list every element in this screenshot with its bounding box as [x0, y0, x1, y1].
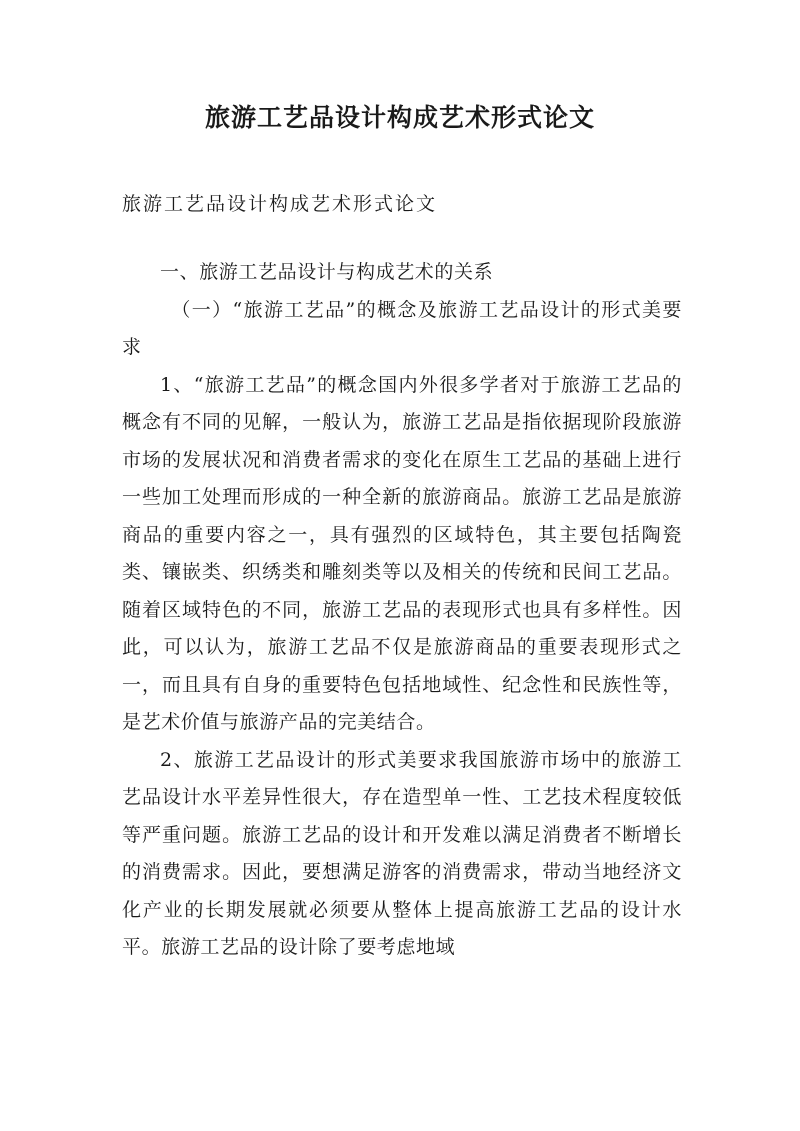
document-title: 旅游工艺品设计构成艺术形式论文	[204, 103, 595, 132]
paragraph-design-requirements: 2、旅游工艺品设计的形式美要求我国旅游市场中的旅游工艺品设计水平差异性很大，存在造型单一性、工艺技术程度较低等严重问题。旅游工艺品的设计和开发难以满足消费者不断增长的消费需求。因此，要想满足游客的消费需求，带动当地经济文化产业的长期发展就必须要从整体上提高旅游工艺品的设计水平。旅游工艺品的设计除了要考虑地域	[122, 748, 682, 958]
document-body	[122, 254, 682, 967]
paragraph-concept: 1、“旅游工艺品”的概念国内外很多学者对于旅游工艺品的概念有不同的见解，一般认为，旅游工艺品是指依据现阶段旅游市场的发展状况和消费者需求的变化在原生工艺品的基础上进行一些加工处理而形成的一种全新的旅游商品。旅游工艺品是旅游商品的重要内容之一，具有强烈的区域特色，其主要包括陶瓷类、镶嵌类、织绣类和雕刻类等以及相关的传统和民间工艺品。随着区域特色的不同，旅游工艺品的表现形式也具有多样性。因此，可以认为，旅游工艺品不仅是旅游商品的重要表现形式之一，而且具有自身的重要特色包括地域性、纪念性和民族性等，是艺术价值与旅游产品的完美结合。	[122, 373, 682, 733]
document-subtitle: 旅游工艺品设计构成艺术形式论文	[122, 193, 438, 215]
section-heading: 一、旅游工艺品设计与构成艺术的关系	[160, 261, 494, 283]
subsection-heading: （一）“旅游工艺品”的概念及旅游工艺品设计的形式美要求	[122, 298, 682, 358]
